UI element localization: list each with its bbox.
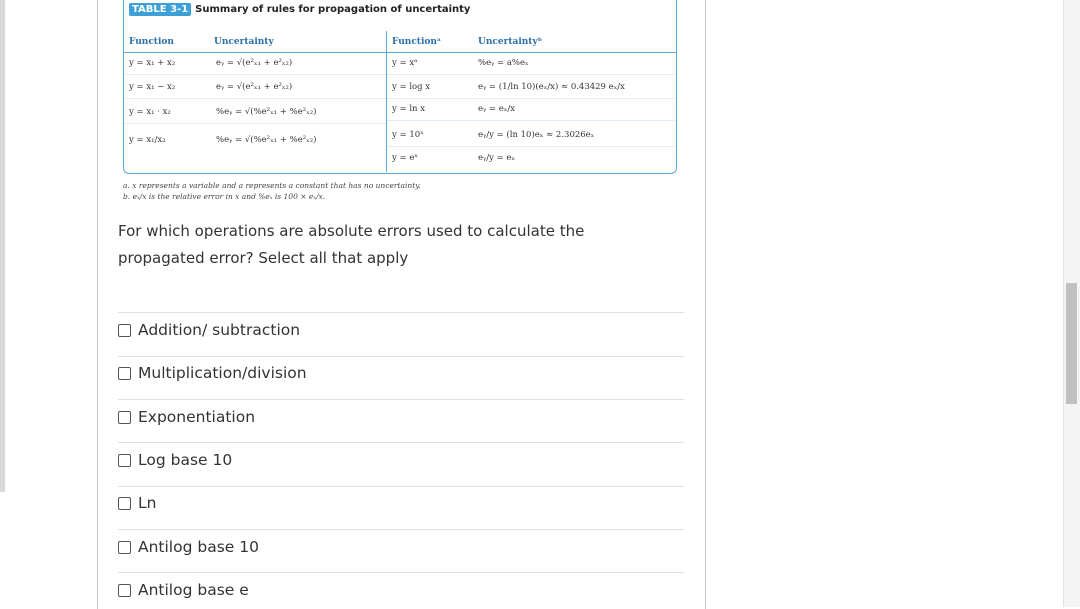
- checkbox[interactable]: [118, 367, 131, 380]
- row-divider: [387, 146, 676, 147]
- row-function: y = x₁ · x₂: [129, 107, 171, 117]
- option-separator: [118, 442, 684, 443]
- row-function: y = ln x: [392, 104, 426, 114]
- table-title: Summary of rules for propagation of uncertainty: [195, 4, 471, 15]
- option-separator: [118, 486, 684, 487]
- col-header-function: Function: [129, 37, 174, 47]
- checkbox[interactable]: [118, 497, 131, 510]
- row-divider: [387, 98, 676, 99]
- table-tag: TABLE 3-1: [129, 3, 191, 16]
- option-log-base-10[interactable]: [118, 451, 232, 469]
- row-uncertainty: %eᵧ = √(%e²ₓ₁ + %e²ₓ₂): [216, 135, 317, 145]
- row-function: y = eˣ: [392, 153, 418, 163]
- option-label: Addition/ subtraction: [138, 321, 301, 339]
- footnote-b: b. eₓ/x is the relative error in x and %eₓ is 100 × eₓ/x.: [123, 192, 326, 201]
- row-divider: [387, 120, 676, 121]
- col-header-function-2: Functionᵃ: [392, 37, 442, 47]
- checkbox[interactable]: [118, 324, 131, 337]
- row-function: y = 10ˣ: [392, 130, 424, 140]
- left-window-edge: [0, 0, 5, 492]
- row-uncertainty: eᵧ = √(e²ₓ₁ + e²ₓ₂): [216, 82, 293, 92]
- row-uncertainty: %eᵧ = √(%e²ₓ₁ + %e²ₓ₂): [216, 107, 317, 117]
- option-separator: [118, 529, 684, 530]
- row-uncertainty: eᵧ = (1/ln 10)(eₓ/x) ≈ 0.43429 eₓ/x: [478, 82, 625, 92]
- checkbox[interactable]: [118, 584, 131, 597]
- row-function: y = x₁ − x₂: [129, 82, 176, 92]
- uncertainty-rules-table: [123, 0, 677, 174]
- row-divider: [124, 98, 386, 99]
- option-label: Exponentiation: [138, 408, 256, 426]
- footnote-a: a. x represents a variable and a represents a constant that has no uncertainty.: [123, 181, 421, 190]
- row-uncertainty: eᵧ = eₓ/x: [478, 104, 516, 114]
- option-label: Log base 10: [138, 451, 233, 469]
- row-uncertainty: %eᵧ = a%eₓ: [478, 58, 529, 68]
- option-multiplication-division[interactable]: [118, 364, 307, 382]
- option-separator: [118, 572, 684, 573]
- table-footnotes: [123, 180, 421, 202]
- option-separator: [118, 399, 684, 400]
- checkbox[interactable]: [118, 411, 131, 424]
- header-rule: [124, 52, 676, 53]
- col-header-uncertainty-2: Uncertaintyᵇ: [478, 37, 543, 47]
- table-header: [129, 3, 470, 16]
- option-separator: [118, 356, 684, 357]
- row-uncertainty: eᵧ/y = (ln 10)eₓ ≈ 2.3026eₓ: [478, 130, 595, 140]
- row-function: y = x₁ + x₂: [129, 58, 176, 68]
- option-separator: [118, 312, 684, 313]
- option-exponentiation[interactable]: [118, 408, 255, 426]
- option-ln[interactable]: [118, 494, 156, 512]
- checkbox[interactable]: [118, 454, 131, 467]
- option-label: Multiplication/division: [138, 364, 307, 382]
- scrollbar-thumb[interactable]: [1066, 283, 1077, 404]
- row-function: y = x₁/x₂: [129, 135, 166, 145]
- row-function: y = xᵃ: [392, 58, 418, 68]
- row-uncertainty: eᵧ/y = eₓ: [478, 153, 516, 163]
- row-divider: [124, 74, 386, 75]
- col-header-uncertainty: Uncertainty: [214, 37, 274, 47]
- column-divider: [386, 31, 387, 172]
- row-divider: [124, 123, 386, 124]
- option-label: Ln: [138, 494, 157, 512]
- row-function: y = log x: [392, 82, 431, 92]
- option-antilog-base-10[interactable]: [118, 538, 259, 556]
- row-uncertainty: eᵧ = √(e²ₓ₁ + e²ₓ₂): [216, 58, 293, 68]
- question-text: For which operations are absolute errors used to calculate the propagated error? Select all that apply: [118, 222, 585, 267]
- option-label: Antilog base 10: [138, 538, 259, 556]
- option-addition-subtraction[interactable]: [118, 321, 300, 339]
- row-divider: [387, 74, 676, 75]
- option-antilog-base-e[interactable]: [118, 581, 249, 599]
- option-label: Antilog base e: [138, 581, 249, 599]
- checkbox[interactable]: [118, 541, 131, 554]
